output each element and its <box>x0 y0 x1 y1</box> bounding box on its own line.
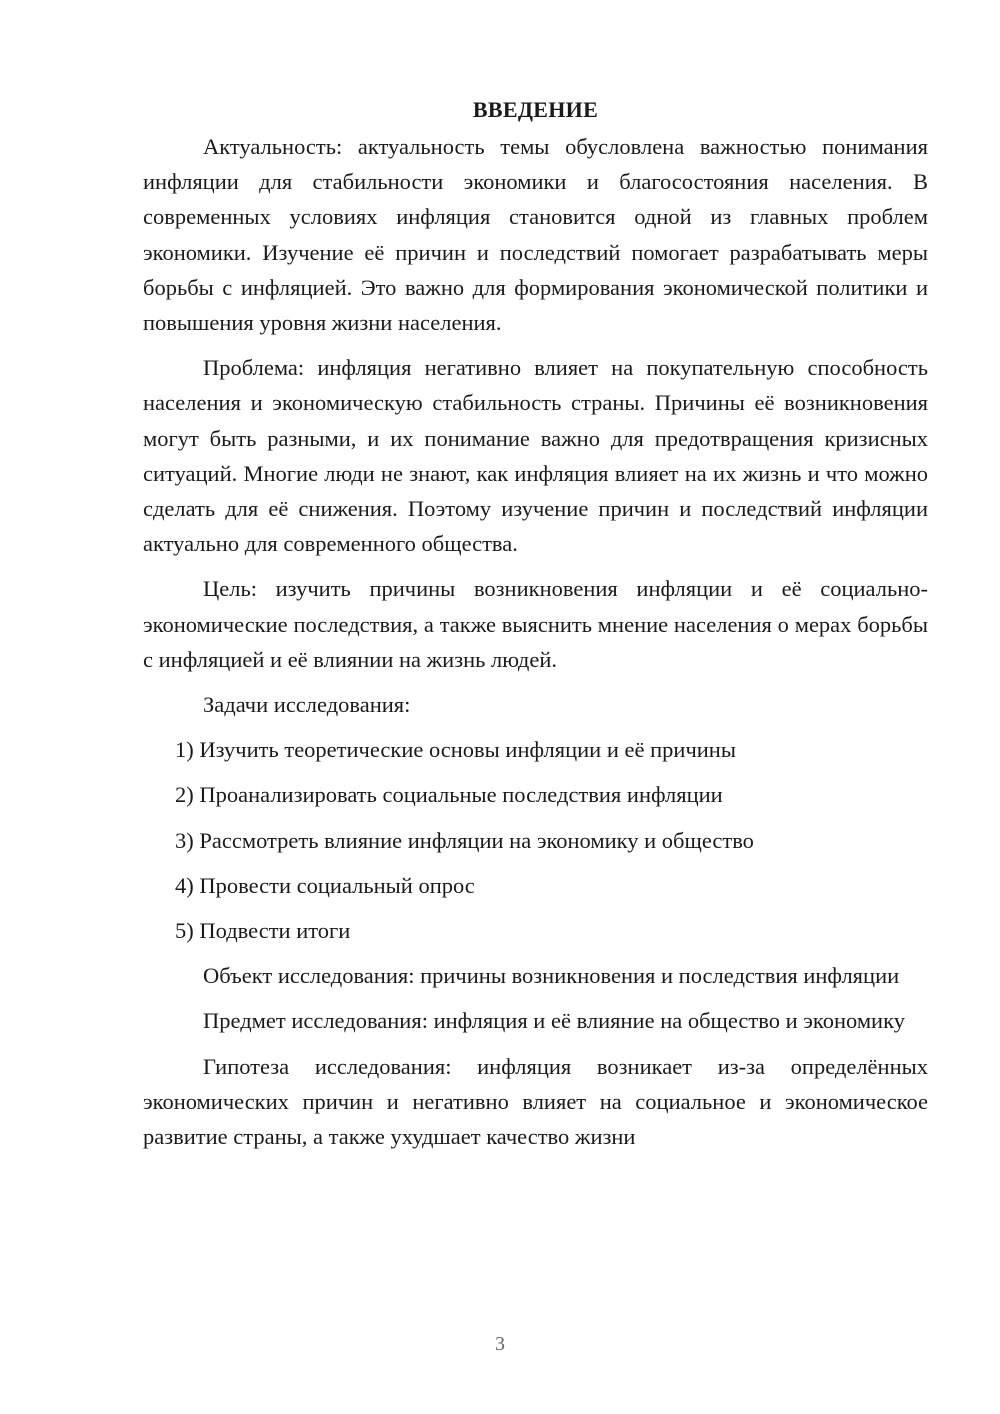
subject-paragraph: Предмет исследования: инфляция и её влияние на общество и экономику <box>203 1008 905 1034</box>
relevance-paragraph: Актуальность: актуальность темы обусловлена важностью понимания инфляции для стабильности экономики и благосостояния населения. В современных условиях инфляция становится одной из главных проблем экономики. Изучение её причин и последствий помогает разрабатывать меры борьбы с инфляцией. Это важно для формирования экономической политики и повышения уровня жизни населения. <box>143 134 928 336</box>
tasks-list <box>143 732 928 948</box>
task-item: 1) Изучить теоретические основы инфляции и её причины <box>175 737 736 763</box>
document-page <box>143 95 928 1164</box>
goal-paragraph: Цель: изучить причины возникновения инфляции и её социально-экономические последствия, а также выяснить мнение населения о мерах борьбы с инфляцией и её влиянии на жизнь людей. <box>143 576 928 672</box>
tasks-heading: Задачи исследования: <box>203 692 411 718</box>
page-number: 3 <box>495 1333 505 1355</box>
section-title: ВВЕДЕНИЕ <box>472 97 599 122</box>
task-item: 3) Рассмотреть влияние инфляции на экономику и общество <box>175 827 754 853</box>
task-item: 4) Провести социальный опрос <box>175 872 475 898</box>
task-item: 2) Проанализировать социальные последствия инфляции <box>175 782 723 808</box>
hypothesis-paragraph: Гипотеза исследования: инфляция возникает из-за определённых экономических причин и негативно влияет на социальное и экономическое развитие страны, а также ухудшает качество жизни <box>143 1053 928 1150</box>
task-item: 5) Подвести итоги <box>175 918 351 944</box>
object-paragraph: Объект исследования: причины возникновения и последствия инфляции <box>203 963 900 989</box>
problem-paragraph: Проблема: инфляция негативно влияет на покупательную способность населения и экономическую стабильность страны. Причины её возникновения могут быть разными, и их понимание важно для предотвращения кризисных ситуаций. Многие люди не знают, как инфляция влияет на их жизнь и что можно сделать для её снижения. Поэтому изучение причин и последствий инфляции актуально для современного общества. <box>143 355 928 557</box>
